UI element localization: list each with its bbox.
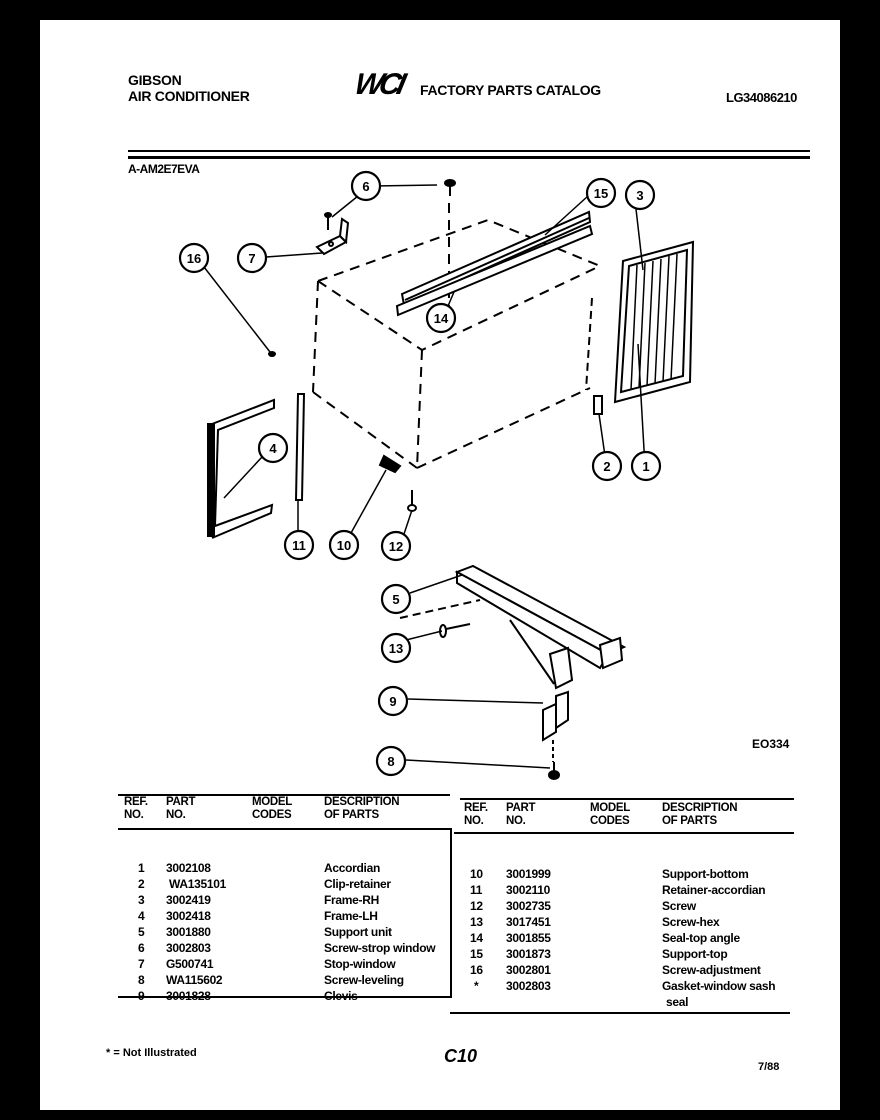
callout-bubbles xyxy=(180,172,660,775)
svg-text:8: 8 xyxy=(387,754,395,769)
leader-lines xyxy=(204,185,645,768)
header-ref-no: REF. NO. xyxy=(464,802,488,827)
stop-window-bracket xyxy=(317,219,348,254)
table-row: 10 3001999 Support-bottom xyxy=(470,867,749,881)
clevis xyxy=(543,692,568,762)
callout-3 xyxy=(626,181,654,209)
catalog-title: FACTORY PARTS CATALOG xyxy=(420,82,601,98)
svg-text:6: 6 xyxy=(362,179,370,194)
header-model-codes: MODEL CODES xyxy=(590,802,631,827)
svg-text:13: 13 xyxy=(388,641,404,656)
callout-12 xyxy=(382,532,410,560)
table-row: 4 3002418 Frame-LH xyxy=(138,909,378,923)
table-row: 7 G500741 Stop-window xyxy=(138,957,396,971)
table-row: 1 3002108 Accordian xyxy=(138,861,380,875)
catalog-page xyxy=(40,20,840,1110)
svg-text:16: 16 xyxy=(186,251,202,266)
callout-4 xyxy=(259,434,287,462)
frame-rh xyxy=(615,242,693,402)
callout-9 xyxy=(379,687,407,715)
svg-text:1: 1 xyxy=(642,459,650,474)
drawing-code: EO334 xyxy=(752,737,790,751)
table-header-row xyxy=(124,796,446,822)
table-row: 16 3002801 Screw-adjustment xyxy=(470,963,761,977)
svg-text:4: 4 xyxy=(269,441,277,456)
table-row: 3 3002419 Frame-RH xyxy=(138,893,379,907)
footnote-not-illustrated: * = Not Illustrated xyxy=(106,1047,197,1059)
screw-hex xyxy=(440,624,470,637)
svg-text:2: 2 xyxy=(603,459,611,474)
callout-15 xyxy=(587,179,615,207)
callout-10 xyxy=(330,531,358,559)
table-column-divider xyxy=(450,828,452,998)
svg-text:7: 7 xyxy=(248,251,256,266)
screw-leveling xyxy=(549,762,559,779)
svg-text:5: 5 xyxy=(392,592,400,607)
svg-text:3: 3 xyxy=(636,188,644,203)
callout-7 xyxy=(238,244,266,272)
table-row: 11 3002110 Retainer-accordian xyxy=(470,883,766,897)
table-row: * 3002803 Gasket-window sash xyxy=(474,979,776,993)
callout-14 xyxy=(427,304,455,332)
retainer-accordian xyxy=(296,394,304,500)
callout-13 xyxy=(382,634,410,662)
callout-5 xyxy=(382,585,410,613)
callout-16 xyxy=(180,244,208,272)
callout-2 xyxy=(593,452,621,480)
header-ref-no: REF. NO. xyxy=(124,796,148,821)
table-rule-top-right xyxy=(460,798,794,800)
parts-table-left xyxy=(124,796,446,1004)
brand-name: GIBSON xyxy=(128,72,182,88)
clip-retainer xyxy=(594,396,602,414)
table-row: 8 WA115602 Screw-leveling xyxy=(138,973,404,987)
table-row: 14 3001855 Seal-top angle xyxy=(470,931,740,945)
svg-text:10: 10 xyxy=(336,538,352,553)
svg-text:11: 11 xyxy=(292,538,306,553)
svg-text:12: 12 xyxy=(388,539,404,554)
table-row: 9 3001828 Clevis xyxy=(138,989,358,1003)
wci-logo: WCI xyxy=(351,68,405,101)
svg-text:9: 9 xyxy=(389,694,397,709)
callout-8 xyxy=(377,747,405,775)
revision-date: 7/88 xyxy=(758,1061,780,1073)
product-name: AIR CONDITIONER xyxy=(128,88,250,104)
header-part-no: PART NO. xyxy=(166,796,196,821)
table-row: seal xyxy=(666,995,689,1009)
frame-lh xyxy=(208,400,274,538)
callout-1 xyxy=(632,452,660,480)
screw-16 xyxy=(269,352,275,356)
svg-text:15: 15 xyxy=(593,186,609,201)
table-row: 2 WA135101 Clip-retainer xyxy=(138,877,391,891)
callout-6 xyxy=(352,172,380,200)
document-number: LG34086210 xyxy=(726,90,797,105)
support-top-rail xyxy=(397,212,592,315)
callout-11 xyxy=(285,531,313,559)
table-row: 6 3002803 Screw-strop window xyxy=(138,941,436,955)
model-number: A-AM2E7EVA xyxy=(128,162,200,176)
header-part-no: PART NO. xyxy=(506,802,536,827)
table-rule-bottom-right xyxy=(450,1012,790,1014)
table-row: 15 3001873 Support-top xyxy=(470,947,728,961)
table-header-row xyxy=(464,802,790,828)
support-bottom xyxy=(380,456,400,472)
svg-text:14: 14 xyxy=(433,311,449,326)
page-number: C10 xyxy=(444,1046,478,1066)
exploded-parts-diagram xyxy=(40,20,840,810)
table-row: 12 3002735 Screw xyxy=(470,899,696,913)
screw-12 xyxy=(408,490,416,511)
header-description: DESCRIPTION OF PARTS xyxy=(324,796,400,821)
parts-table-right xyxy=(464,802,790,1010)
table-row: 5 3001880 Support unit xyxy=(138,925,392,939)
header-model-codes: MODEL CODES xyxy=(252,796,293,821)
table-row: 13 3017451 Screw-hex xyxy=(470,915,720,929)
header-description: DESCRIPTION OF PARTS xyxy=(662,802,738,827)
